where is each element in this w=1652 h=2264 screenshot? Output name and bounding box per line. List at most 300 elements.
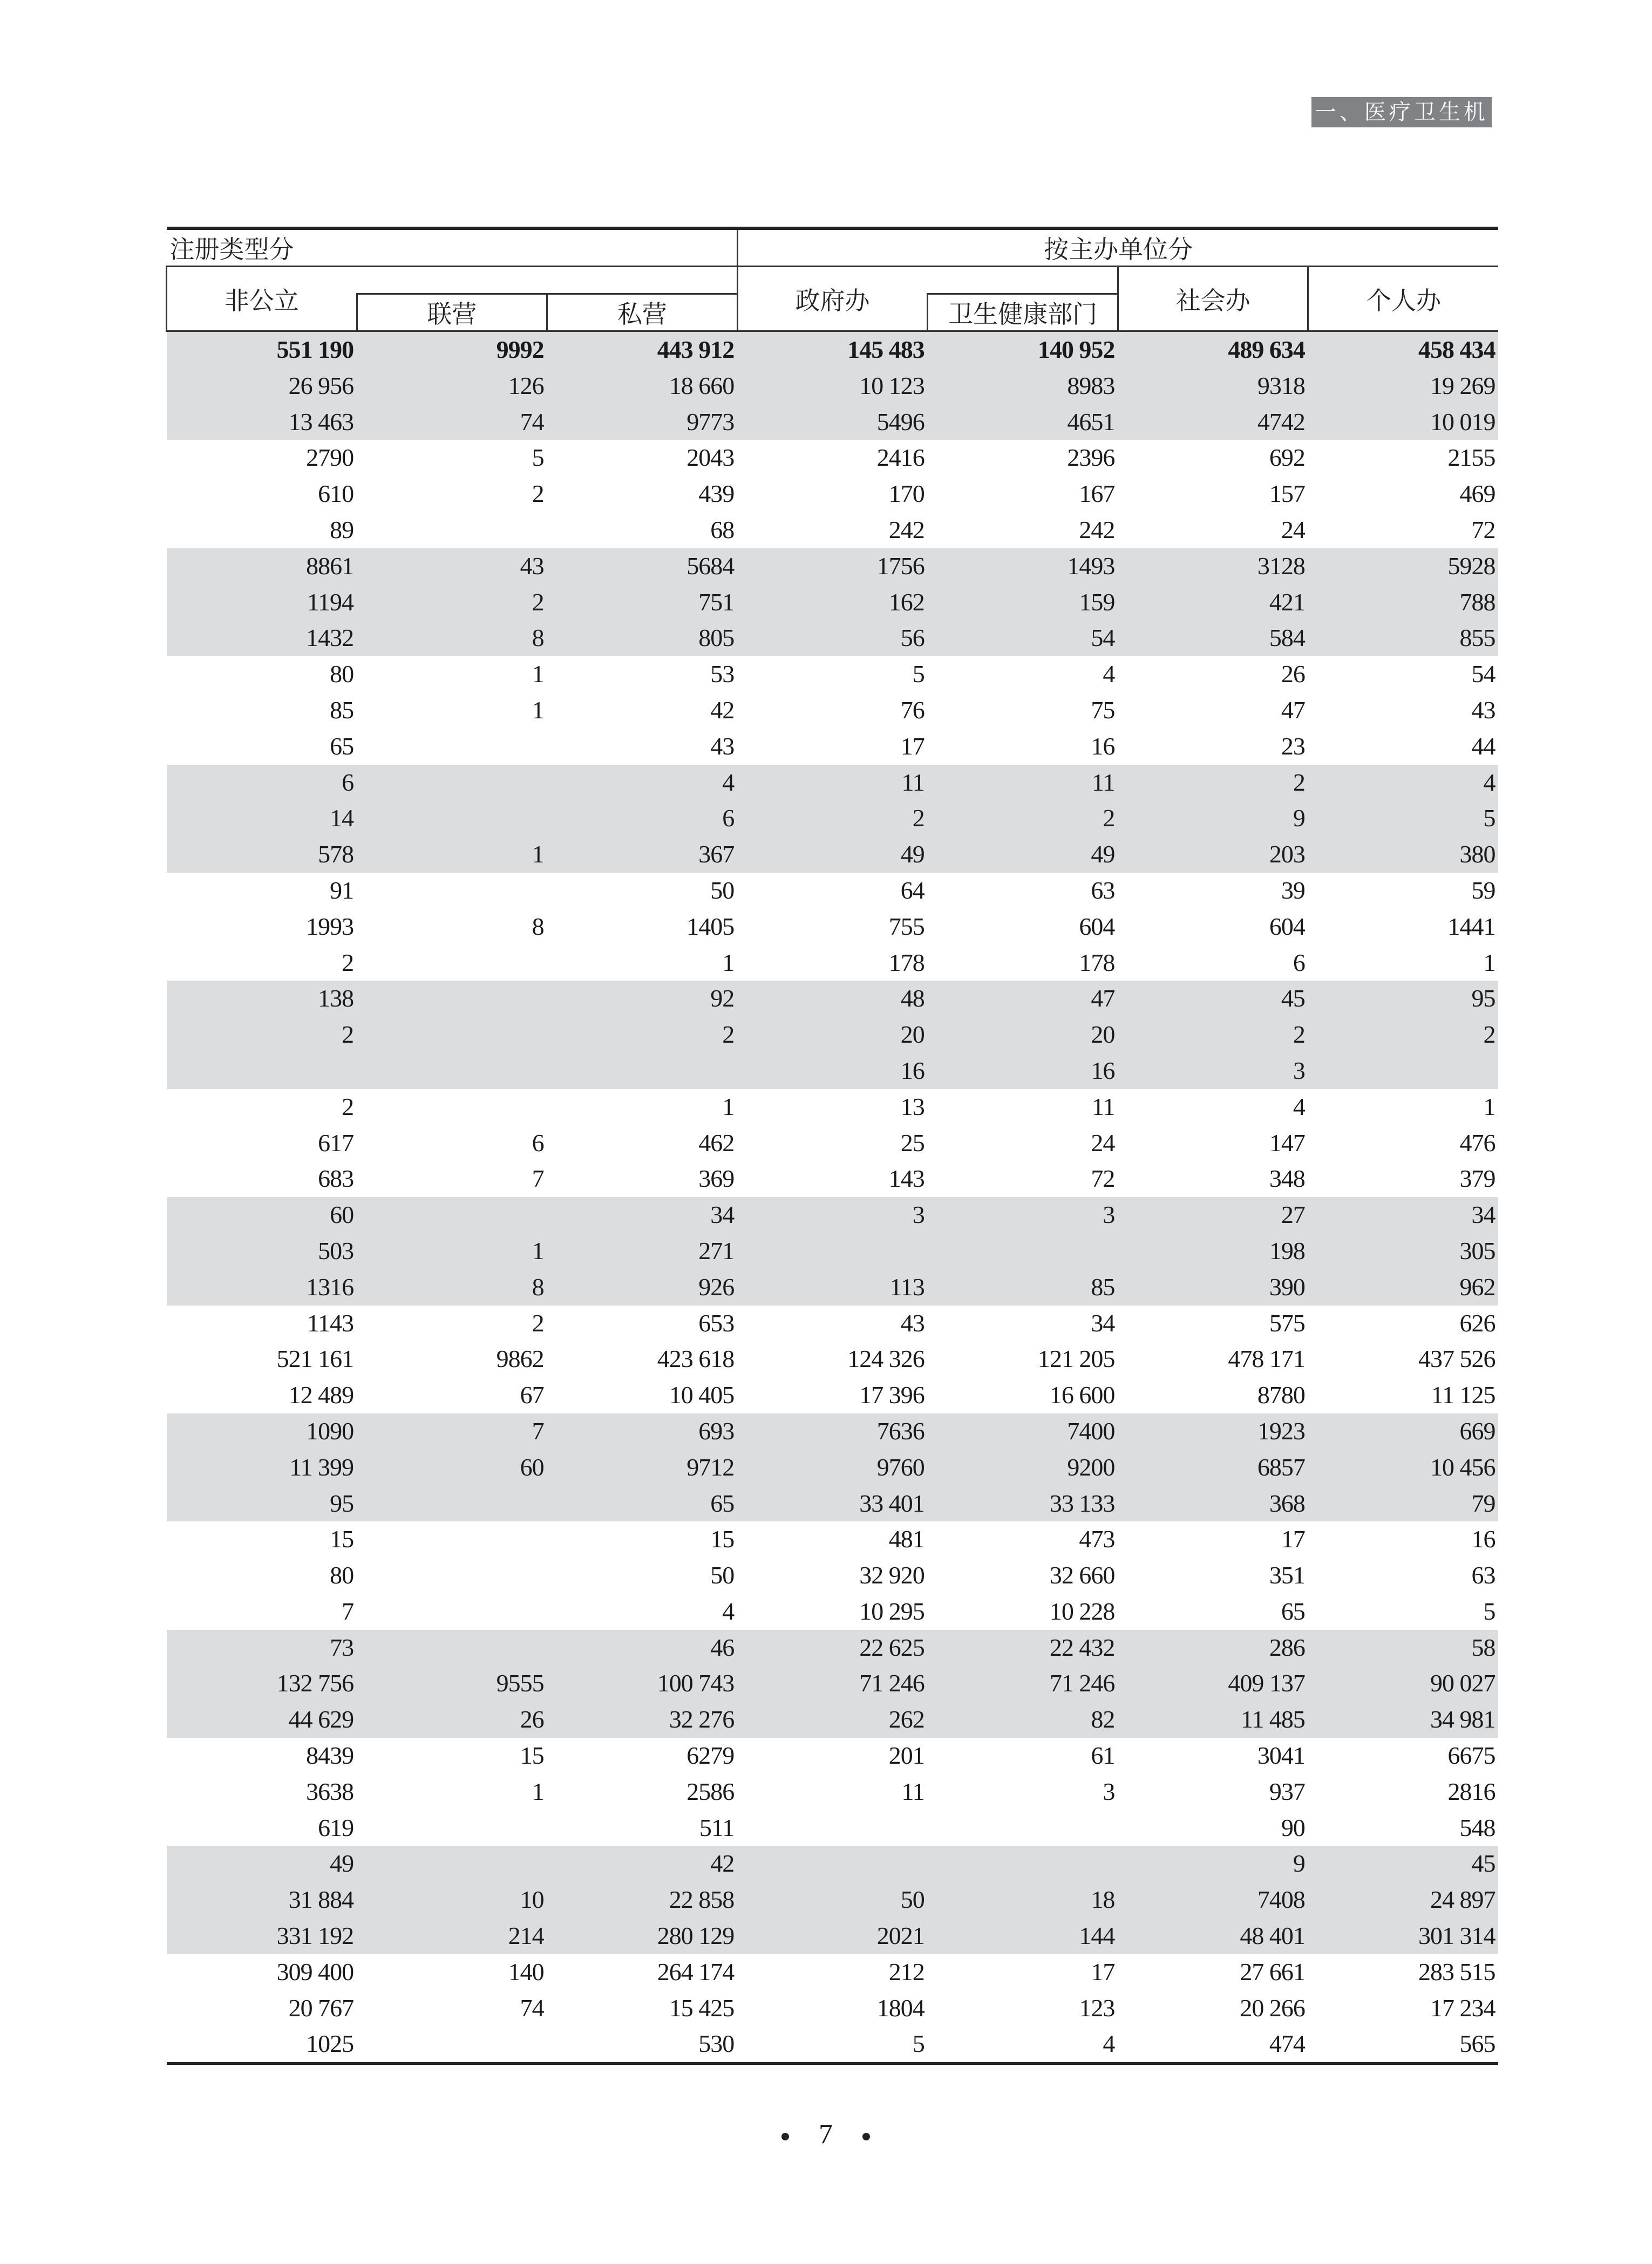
cell-private: 439 xyxy=(698,480,735,508)
cell-social: 26 xyxy=(1281,660,1305,688)
cell-joint xyxy=(357,1594,547,1630)
cell-social: 3 xyxy=(1118,1053,1308,1089)
cell-gov: 64 xyxy=(900,876,924,904)
cell-private: 805 xyxy=(547,620,738,656)
cell-joint xyxy=(357,1846,547,1882)
cell-private: 15 xyxy=(710,1525,735,1553)
cell-nonpublic: 551 190 xyxy=(167,331,357,368)
table-row xyxy=(167,1954,1499,1990)
cell-individual: 458 434 xyxy=(1308,331,1499,368)
cell-health-dept: 4651 xyxy=(928,404,1118,440)
cell-nonpublic: 503 xyxy=(167,1233,357,1269)
cell-nonpublic: 11 399 xyxy=(167,1450,357,1486)
cell-joint: 7 xyxy=(357,1413,547,1450)
table-row xyxy=(167,404,1499,440)
cell-individual xyxy=(1308,1053,1499,1089)
section-tag: 一、医疗卫生机构 xyxy=(1311,97,1492,127)
cell-health-dept: 18 xyxy=(928,1882,1118,1918)
cell-nonpublic: 2 xyxy=(342,1092,354,1120)
cell-joint: 7 xyxy=(532,1165,544,1193)
cell-nonpublic: 1090 xyxy=(167,1413,357,1450)
cell-private: 1405 xyxy=(686,912,735,940)
cell-gov: 5496 xyxy=(737,404,928,440)
cell-health-dept: 167 xyxy=(1079,480,1115,508)
table-row xyxy=(167,1810,1499,1846)
cell-individual: 34 981 xyxy=(1308,1702,1499,1738)
cell-nonpublic: 13 463 xyxy=(167,404,357,440)
cell-private: 9773 xyxy=(547,404,738,440)
cell-gov: 17 396 xyxy=(859,1381,924,1409)
cell-joint: 126 xyxy=(357,368,547,404)
cell-nonpublic: 65 xyxy=(330,732,354,760)
cell-social: 17 xyxy=(1281,1525,1305,1553)
cell-health-dept: 71 246 xyxy=(928,1665,1118,1702)
cell-joint: 214 xyxy=(357,1918,547,1954)
cell-social: 348 xyxy=(1269,1165,1305,1193)
cell-individual: 24 897 xyxy=(1308,1882,1499,1918)
table-row xyxy=(167,512,1499,548)
cell-individual: 301 314 xyxy=(1308,1918,1499,1954)
table-row xyxy=(167,1738,1499,1774)
cell-gov: 755 xyxy=(888,912,924,940)
cell-joint xyxy=(357,729,547,765)
cell-joint xyxy=(357,1053,547,1089)
cell-individual: 855 xyxy=(1308,620,1499,656)
cell-joint: 67 xyxy=(520,1381,544,1409)
cell-joint: 140 xyxy=(508,1957,544,1986)
cell-joint: 8 xyxy=(532,912,544,940)
cell-gov: 481 xyxy=(888,1525,924,1553)
cell-social: 11 485 xyxy=(1118,1702,1308,1738)
cell-individual: 2816 xyxy=(1447,1777,1495,1805)
table-row xyxy=(167,1017,1499,1053)
table-row xyxy=(167,873,1499,909)
cell-private: 92 xyxy=(547,981,738,1017)
cell-social: 4742 xyxy=(1118,404,1308,440)
cell-social: 937 xyxy=(1269,1777,1305,1805)
table-body xyxy=(167,331,1499,2064)
cell-individual: 788 xyxy=(1308,584,1499,621)
cell-joint: 9555 xyxy=(357,1665,547,1702)
cell-health-dept: 11 xyxy=(928,765,1118,801)
cell-individual: 379 xyxy=(1459,1165,1495,1193)
cell-nonpublic: 1194 xyxy=(167,584,357,621)
cell-health-dept: 33 133 xyxy=(928,1486,1118,1522)
cell-private: 4 xyxy=(547,765,738,801)
cell-social: 65 xyxy=(1281,1597,1305,1625)
cell-health-dept: 22 432 xyxy=(928,1630,1118,1666)
cell-individual: 6675 xyxy=(1447,1742,1495,1770)
cell-private: 423 618 xyxy=(657,1345,735,1373)
cell-gov xyxy=(737,1810,928,1846)
cell-health-dept: 144 xyxy=(928,1918,1118,1954)
cell-social: 7408 xyxy=(1118,1882,1308,1918)
page-number-text: 7 xyxy=(819,2119,833,2150)
cell-social: 39 xyxy=(1281,876,1305,904)
cell-health-dept: 178 xyxy=(1079,948,1115,976)
table-row xyxy=(167,1990,1499,2027)
cell-individual: 2155 xyxy=(1447,444,1495,472)
cell-gov: 2021 xyxy=(737,1918,928,1954)
cell-individual: 59 xyxy=(1471,876,1495,904)
cell-health-dept xyxy=(928,1233,1118,1269)
table-row xyxy=(167,909,1499,945)
cell-private: 271 xyxy=(547,1233,738,1269)
cell-gov: 20 xyxy=(737,1017,928,1053)
cell-health-dept: 3 xyxy=(928,1197,1118,1233)
cell-nonpublic: 7 xyxy=(342,1597,354,1625)
cell-private: 443 912 xyxy=(547,331,738,368)
cell-nonpublic: 2790 xyxy=(306,444,354,472)
cell-individual: 34 xyxy=(1308,1197,1499,1233)
table-row xyxy=(167,1413,1499,1450)
table-row xyxy=(167,1882,1499,1918)
cell-private: 2 xyxy=(547,1017,738,1053)
cell-social: 6857 xyxy=(1118,1450,1308,1486)
cell-individual: 469 xyxy=(1459,480,1495,508)
cell-gov: 33 401 xyxy=(737,1486,928,1522)
cell-nonpublic: 2 xyxy=(167,1017,357,1053)
cell-private: 369 xyxy=(698,1165,735,1193)
cell-gov: 170 xyxy=(888,480,924,508)
cell-nonpublic: 1316 xyxy=(167,1269,357,1306)
table-row xyxy=(167,2026,1499,2063)
cell-joint: 2 xyxy=(532,480,544,508)
cell-individual: 437 526 xyxy=(1418,1345,1495,1373)
cell-joint: 9862 xyxy=(496,1345,544,1373)
cell-gov: 11 xyxy=(901,1777,924,1805)
cell-gov: 56 xyxy=(737,620,928,656)
cell-gov: 50 xyxy=(737,1882,928,1918)
cell-private: 2586 xyxy=(686,1777,735,1805)
cell-social: 2 xyxy=(1118,765,1308,801)
cell-nonpublic: 44 629 xyxy=(167,1702,357,1738)
cell-individual: 283 515 xyxy=(1418,1957,1495,1986)
cell-gov: 5 xyxy=(912,660,924,688)
cell-nonpublic: 49 xyxy=(167,1846,357,1882)
cell-health-dept xyxy=(928,1846,1118,1882)
cell-joint xyxy=(357,1810,547,1846)
cell-social: 390 xyxy=(1118,1269,1308,1306)
cell-health-dept xyxy=(928,1810,1118,1846)
cell-joint: 74 xyxy=(357,404,547,440)
cell-health-dept: 7400 xyxy=(928,1413,1118,1450)
cell-health-dept: 473 xyxy=(1079,1525,1115,1553)
cell-individual: 305 xyxy=(1308,1233,1499,1269)
cell-private: 34 xyxy=(547,1197,738,1233)
cell-social: 421 xyxy=(1118,584,1308,621)
cell-private: 926 xyxy=(547,1269,738,1306)
cell-health-dept: 3 xyxy=(1103,1777,1115,1805)
cell-nonpublic: 80 xyxy=(330,660,354,688)
cell-individual: 5928 xyxy=(1308,548,1499,584)
cell-nonpublic: 309 400 xyxy=(276,1957,354,1986)
cell-nonpublic xyxy=(167,1053,357,1089)
cell-nonpublic: 80 xyxy=(330,1561,354,1589)
cell-social: 45 xyxy=(1118,981,1308,1017)
cell-joint: 60 xyxy=(357,1450,547,1486)
cell-joint xyxy=(357,2026,547,2063)
cell-social: 9 xyxy=(1118,1846,1308,1882)
cell-individual: 63 xyxy=(1471,1561,1495,1589)
page-dot-left xyxy=(781,2133,789,2140)
cell-gov: 43 xyxy=(900,1309,924,1337)
table-row xyxy=(167,1521,1499,1558)
cell-health-dept: 72 xyxy=(1091,1165,1115,1193)
cell-joint xyxy=(357,1197,547,1233)
cell-joint xyxy=(357,1521,547,1558)
cell-private: 4 xyxy=(722,1597,735,1625)
cell-health-dept: 34 xyxy=(1091,1309,1115,1337)
cell-individual: 5 xyxy=(1308,800,1499,837)
cell-health-dept: 82 xyxy=(928,1702,1118,1738)
cell-joint xyxy=(357,1486,547,1522)
cell-social: 24 xyxy=(1281,515,1305,543)
header-group-registration-type: 注册类型分 xyxy=(167,228,738,267)
cell-joint xyxy=(357,765,547,801)
table-row xyxy=(167,1450,1499,1486)
cell-individual: 90 027 xyxy=(1308,1665,1499,1702)
cell-social: 4 xyxy=(1293,1092,1305,1120)
cell-social: 489 634 xyxy=(1118,331,1308,368)
cell-gov: 25 xyxy=(900,1128,924,1157)
cell-nonpublic: 60 xyxy=(167,1197,357,1233)
cell-social: 2 xyxy=(1118,1017,1308,1053)
cell-joint: 43 xyxy=(357,548,547,584)
cell-nonpublic: 85 xyxy=(330,696,354,724)
cell-private: 18 660 xyxy=(547,368,738,404)
cell-individual: 72 xyxy=(1471,515,1495,543)
cell-health-dept: 242 xyxy=(1079,515,1115,543)
cell-joint xyxy=(357,1089,547,1125)
cell-social: 90 xyxy=(1281,1813,1305,1841)
cell-individual: 45 xyxy=(1308,1846,1499,1882)
cell-private: 1 xyxy=(722,1092,735,1120)
cell-gov: 178 xyxy=(888,948,924,976)
cell-private: 693 xyxy=(547,1413,738,1450)
cell-joint: 5 xyxy=(532,444,544,472)
cell-gov: 1756 xyxy=(737,548,928,584)
cell-private xyxy=(547,1053,738,1089)
cell-private: 751 xyxy=(547,584,738,621)
table-row xyxy=(167,1846,1499,1882)
cell-gov: 2416 xyxy=(876,444,924,472)
table-row xyxy=(167,1558,1499,1594)
cell-individual: 2 xyxy=(1308,1017,1499,1053)
cell-social: 3041 xyxy=(1257,1742,1305,1770)
cell-joint xyxy=(357,981,547,1017)
cell-private: 367 xyxy=(547,837,738,873)
cell-private: 280 129 xyxy=(547,1918,738,1954)
table-row xyxy=(167,1233,1499,1269)
table-row xyxy=(167,620,1499,656)
cell-gov: 17 xyxy=(900,732,924,760)
cell-social: 474 xyxy=(1118,2026,1308,2063)
cell-individual: 669 xyxy=(1308,1413,1499,1450)
table-row xyxy=(167,1053,1499,1089)
cell-individual: 10 456 xyxy=(1308,1450,1499,1486)
cell-individual: 5 xyxy=(1483,1597,1495,1625)
cell-joint: 15 xyxy=(520,1742,544,1770)
table-row xyxy=(167,368,1499,404)
cell-individual: 1 xyxy=(1483,1092,1495,1120)
cell-individual: 10 019 xyxy=(1308,404,1499,440)
cell-nonpublic: 1025 xyxy=(167,2026,357,2063)
header-nonpublic: 非公立 xyxy=(167,267,357,331)
cell-gov: 10 123 xyxy=(737,368,928,404)
header-row-upper xyxy=(167,267,1499,294)
cell-nonpublic: 2 xyxy=(342,948,354,976)
cell-private: 42 xyxy=(710,696,735,724)
cell-gov: 124 326 xyxy=(847,1345,924,1373)
cell-social: 8780 xyxy=(1257,1381,1305,1409)
cell-nonpublic: 138 xyxy=(167,981,357,1017)
table-row xyxy=(167,548,1499,584)
cell-individual: 380 xyxy=(1308,837,1499,873)
cell-social: 27 661 xyxy=(1240,1957,1305,1986)
cell-nonpublic: 619 xyxy=(318,1813,354,1841)
cell-health-dept: 8983 xyxy=(928,368,1118,404)
cell-private: 264 174 xyxy=(657,1957,735,1986)
cell-health-dept: 9200 xyxy=(928,1450,1118,1486)
table-row xyxy=(167,765,1499,801)
cell-gov: 11 xyxy=(737,765,928,801)
cell-private: 50 xyxy=(710,1561,735,1589)
cell-gov xyxy=(737,1233,928,1269)
cell-nonpublic: 31 884 xyxy=(167,1882,357,1918)
cell-private: 530 xyxy=(547,2026,738,2063)
cell-nonpublic: 73 xyxy=(167,1630,357,1666)
cell-health-dept: 4 xyxy=(928,2026,1118,2063)
cell-private: 22 858 xyxy=(547,1882,738,1918)
table-row xyxy=(167,1197,1499,1233)
table-row xyxy=(167,1341,1499,1377)
cell-gov: 1804 xyxy=(876,1994,924,2022)
cell-nonpublic: 20 767 xyxy=(288,1994,354,2022)
cell-gov: 49 xyxy=(737,837,928,873)
cell-nonpublic: 578 xyxy=(167,837,357,873)
cell-individual: 16 xyxy=(1471,1525,1495,1553)
cell-health-dept: 75 xyxy=(1091,696,1115,724)
cell-private: 462 xyxy=(698,1128,735,1157)
header-gov: 政府办 xyxy=(737,267,928,331)
cell-health-dept: 1493 xyxy=(928,548,1118,584)
cell-health-dept: 24 xyxy=(1091,1128,1115,1157)
cell-joint xyxy=(357,873,547,909)
cell-social: 6 xyxy=(1293,948,1305,976)
cell-private: 5684 xyxy=(547,548,738,584)
cell-gov: 162 xyxy=(737,584,928,621)
cell-nonpublic: 610 xyxy=(318,480,354,508)
page-number xyxy=(745,2118,907,2150)
cell-health-dept: 17 xyxy=(1091,1957,1115,1986)
cell-gov: 212 xyxy=(888,1957,924,1986)
cell-nonpublic: 26 956 xyxy=(167,368,357,404)
cell-gov: 3 xyxy=(737,1197,928,1233)
cell-private: 42 xyxy=(547,1846,738,1882)
cell-gov: 10 295 xyxy=(859,1597,924,1625)
cell-health-dept: 2 xyxy=(928,800,1118,837)
cell-health-dept: 54 xyxy=(928,620,1118,656)
header-joint: 联营 xyxy=(357,294,547,331)
cell-private: 100 743 xyxy=(547,1665,738,1702)
cell-joint: 2 xyxy=(357,584,547,621)
cell-private: 32 276 xyxy=(547,1702,738,1738)
table-row xyxy=(167,1918,1499,1954)
cell-nonpublic: 14 xyxy=(167,800,357,837)
cell-gov xyxy=(737,1846,928,1882)
cell-individual: 548 xyxy=(1459,1813,1495,1841)
table-row xyxy=(167,945,1499,981)
cell-private: 6279 xyxy=(686,1742,735,1770)
cell-gov: 32 920 xyxy=(859,1561,924,1589)
cell-health-dept: 16 xyxy=(928,1053,1118,1089)
cell-social: 692 xyxy=(1269,444,1305,472)
cell-gov: 16 xyxy=(737,1053,928,1089)
cell-nonpublic: 12 489 xyxy=(288,1381,354,1409)
cell-gov: 2 xyxy=(737,800,928,837)
header-spacer-nonpublic-sub xyxy=(357,267,737,294)
cell-health-dept: 16 xyxy=(1091,732,1115,760)
cell-individual: 43 xyxy=(1471,696,1495,724)
cell-private: 6 xyxy=(547,800,738,837)
cell-nonpublic: 95 xyxy=(167,1486,357,1522)
table-row xyxy=(167,476,1499,512)
cell-nonpublic: 521 161 xyxy=(276,1345,354,1373)
cell-joint: 1 xyxy=(532,1777,544,1805)
cell-social: 368 xyxy=(1118,1486,1308,1522)
cell-social: 198 xyxy=(1118,1233,1308,1269)
cell-individual: 17 234 xyxy=(1430,1994,1495,2022)
cell-health-dept: 61 xyxy=(1091,1742,1115,1770)
cell-nonpublic: 331 192 xyxy=(167,1918,357,1954)
cell-joint xyxy=(357,1630,547,1666)
cell-nonpublic: 8861 xyxy=(167,548,357,584)
table-row xyxy=(167,1702,1499,1738)
table-row xyxy=(167,331,1499,368)
cell-individual: 4 xyxy=(1308,765,1499,801)
cell-joint: 74 xyxy=(520,1994,544,2022)
cell-individual: 19 269 xyxy=(1308,368,1499,404)
cell-nonpublic: 3638 xyxy=(306,1777,354,1805)
cell-joint: 6 xyxy=(532,1128,544,1157)
cell-health-dept: 140 952 xyxy=(928,331,1118,368)
cell-private: 9712 xyxy=(547,1450,738,1486)
cell-private: 65 xyxy=(547,1486,738,1522)
cell-private: 50 xyxy=(710,876,735,904)
cell-joint: 1 xyxy=(532,696,544,724)
cell-gov: 71 246 xyxy=(737,1665,928,1702)
cell-health-dept: 32 660 xyxy=(1049,1561,1115,1589)
cell-individual: 54 xyxy=(1471,660,1495,688)
cell-gov: 143 xyxy=(888,1165,924,1193)
cell-joint: 10 xyxy=(357,1882,547,1918)
cell-health-dept: 121 205 xyxy=(1037,1345,1115,1373)
cell-private: 15 425 xyxy=(669,1994,735,2022)
cell-nonpublic: 89 xyxy=(330,515,354,543)
cell-health-dept: 10 228 xyxy=(1049,1597,1115,1625)
cell-social: 9318 xyxy=(1118,368,1308,404)
cell-individual: 1441 xyxy=(1447,912,1495,940)
cell-nonpublic: 132 756 xyxy=(167,1665,357,1702)
cell-gov: 9760 xyxy=(737,1450,928,1486)
table-row xyxy=(167,1630,1499,1666)
cell-health-dept: 2396 xyxy=(1067,444,1115,472)
cell-health-dept: 11 xyxy=(1092,1092,1115,1120)
cell-social: 604 xyxy=(1269,912,1305,940)
cell-social: 409 137 xyxy=(1118,1665,1308,1702)
cell-individual: 962 xyxy=(1308,1269,1499,1306)
